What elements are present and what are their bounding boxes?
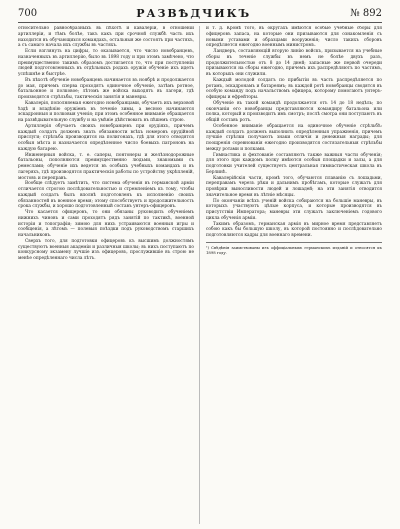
left-column (18, 26, 194, 524)
paragraph: Особенное вниманіе обращается на одиночное обученіе стрѣльбѣ: каждый солдатъ долженъ выполнить опредѣленныя упражненія, причемъ лучшіе стрѣлки получаютъ знаки отличія и денежныя награды; для поощренія соревнованія ежегодно производятся состязательныя стрѣльбы между ротами и полками. (206, 123, 382, 152)
paragraph: По окончаніи всѣхъ ученій войска собираются на большіе маневры, въ которыхъ участвуютъ цѣлые корпуса, и которые производятся въ присутствіи Императора; маневры эти служатъ заключеніемъ годового цикла обученія арміи. (206, 198, 382, 221)
paragraph: Гимнастика и фехтованіе составляютъ также важныя части обученія; для этого при каждомъ полку имѣются особыя площадки и залы, а для подготовки учителей существуетъ центральная гимнастическая школа въ Берлинѣ. (206, 152, 382, 175)
paragraph: Инженерныя войска, т. е. саперы, понтонеры и желѣзнодорожные батальоны, пополняются преимущественно людьми, знакомыми съ ремеслами; обученіе ихъ ведется въ особыхъ учебныхъ командахъ и въ лагеряхъ, гдѣ производятся практическія работы по устройству укрѣпленій, мостовъ и переправъ. (18, 152, 194, 181)
paragraph: Кавалерійскія части, кромѣ того, обучаются плаванію съ лошадьми, переправамъ черезъ рѣки и дальнимъ пробѣгамъ, которые служатъ для провѣрки выносливости людей и лошадей; на эти занятія отводится значительное время въ лѣтніе мѣсяцы. (206, 175, 382, 198)
header-rule (18, 22, 382, 23)
page-header (18, 6, 382, 22)
paragraph: Каждый молодой солдатъ по прибытіи въ часть распредѣляется по ротамъ, эскадронамъ и батареямъ; въ каждой ротѣ новобранцы сводятся въ особую команду подъ начальствомъ офицера, которому помогаютъ унтеръ-офицеры и ефрейторы. (206, 77, 382, 100)
paragraph: и т. д. Кромѣ того, въ округахъ имѣются особые учебные сборы для офицеровъ запаса, на которые они призываются для ознакомленія съ новыми уставами и образцами вооруженія; число такихъ сборовъ опредѣляется ежегодно военнымъ министромъ. (206, 26, 382, 49)
footnote: ¹) Свѣдѣнія заимствованы изъ оффиціальныхъ германскихъ изданій и относятся къ 1898 году. (206, 242, 382, 255)
paragraph: Вообще слѣдуетъ замѣтить, что система обученія въ германской арміи отличается строгою послѣдовательностью и стремленіемъ къ тому, чтобы каждый солдатъ былъ вполнѣ подготовленъ къ исполненію своихъ обязанностей въ военное время; этому способствуетъ и продолжительность срока службы, и хорошо подготовленный составъ унтеръ-офицеровъ. (18, 181, 194, 210)
paragraph: Если взглянуть на цифры, то оказывается, что число новобранцевъ, назначенныхъ въ артиллерію, было въ 1898 году и при этомъ замѣчено, что преимущественно такимъ образомъ достигается то, что при поступленіи людей подготовленныхъ въ отдѣльныхъ родахъ оружія обученіе ихъ идетъ успѣшнѣе и быстрѣе. (18, 49, 194, 77)
right-column (206, 26, 382, 524)
paragraph: Артиллерія обучаетъ своихъ новобранцевъ при орудіяхъ, причемъ каждый солдатъ долженъ знать обязанности всѣхъ номеровъ орудійной прислуги; стрѣльба производится на полигонахъ, гдѣ для этого отводятся особыя мѣста и назначается опредѣленное число боевыхъ патроновъ на каждую батарею. (18, 123, 194, 152)
paragraph: Что касается офицеровъ, то они обязаны руководить обученіемъ нижнихъ чиновъ и сами проходятъ рядъ занятій по тактикѣ, военной исторіи и топографіи; зимою для нихъ устраиваются военныя игры и сообщенія, а лѣтомъ — полевыя поѣздки подъ руководствомъ старшихъ начальниковъ. (18, 210, 194, 238)
paragraph: относительно равнообразныхъ въ пѣхотѣ и кавалеріи, в отношеніи артиллеріи, и тѣмъ болѣе, такъ какъ при срочной службѣ часть ихъ находится въ обучающихся командахъ, остальныя же состоятъ при частяхъ, а съ самаго начала ихъ службы въ частяхъ. (18, 26, 194, 49)
paragraph: Обученіе въ такой командѣ продолжается отъ 14 до 18 недѣль; по окончаніи его новобранцы представляются командиру батальона или полка, который и производитъ имъ смотръ; послѣ смотра они поступаютъ въ общій составъ ротъ. (206, 100, 382, 123)
journal-title: РАЗВѢДЧИКЪ (136, 7, 252, 20)
paragraph: Сверхъ того, для подготовки офицеровъ къ высшимъ должностямъ существуютъ военныя академіи и различныя школы; въ нихъ поступаютъ по конкурсному экзамену лучшіе изъ офицеровъ, прослужившіе въ строю не менѣе опредѣленнаго числа лѣтъ. (18, 238, 194, 261)
column-divider (199, 26, 200, 524)
paragraph: Такимъ образомъ, германская армія въ мирное время представляетъ собою какъ бы большую школу, въ которой постоянно и послѣдовательно подготовляются кадры для военнаго времени. (206, 221, 382, 238)
paragraph: Въ пѣхотѣ обученіе новобранцевъ начинается въ ноябрѣ и продолжается до мая, причемъ сперва проходятъ одиночное обученіе, затѣмъ ротное, батальонное и полковое; лѣтомъ же войска выходятъ въ лагери, гдѣ производятся стрѣльбы, тактическія занятія и маневры. (18, 77, 194, 100)
issue-number: № 892 (350, 8, 382, 19)
paragraph: Кавалерія, пополняемая ежегодно новобранцами, обучаетъ ихъ верховой ѣздѣ и владѣнію оружіемъ въ теченіе зимы, а весною начинаются эскадронныя и полковыя ученія; при этомъ особенное вниманіе обращается на развѣдывательную службу и на умѣніе дѣйствовать въ пѣшемъ строю. (18, 100, 194, 123)
paragraph: Ландверъ, составляющій вторую линію войскъ, призывается на учебные сборы въ теченіе службы въ немъ не болѣе двухъ разъ, продолжительностью отъ 8 до 14 дней; запасные же первой очереди призываются на сборы ежегодно, причемъ ихъ распредѣляютъ по частямъ, въ которыхъ они служили. (206, 49, 382, 77)
page-number: 700 (18, 8, 38, 19)
